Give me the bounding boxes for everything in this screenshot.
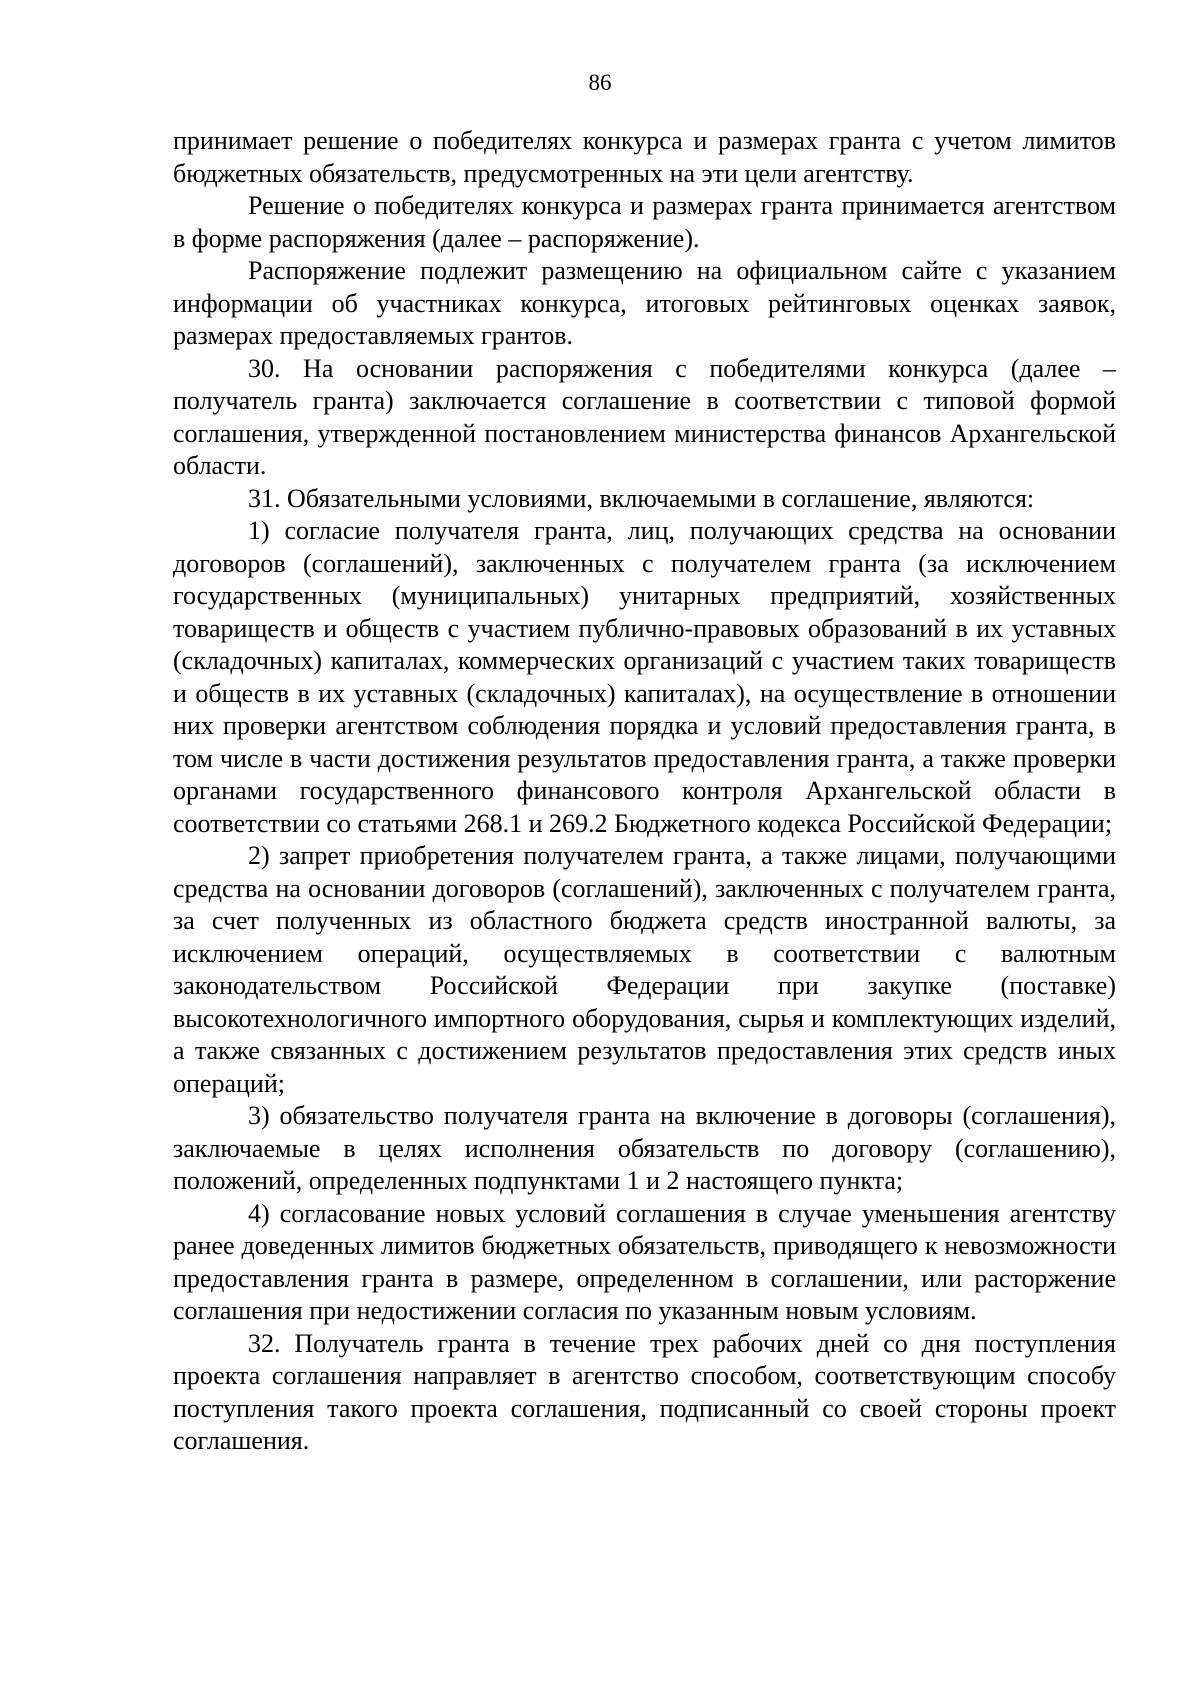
paragraph-publication: Распоряжение подлежит размещению на официальном сайте с указанием информации об участниках конкурса, итоговых рейтинговых оценках заявок, размерах предоставляемых грантов.: [173, 256, 1116, 350]
paragraph-item-31: 31. Обязательными условиями, включаемыми в соглашение, являются:: [248, 483, 1035, 513]
paragraph-item-32: 32. Получатель гранта в течение трех рабочих дней со дня поступления проекта соглашения направляет в агентство способом, соответствующим способу поступления такого проекта соглашения, подписанный со своей стороны проект соглашения.: [173, 1328, 1116, 1455]
paragraph-decision-form: Решение о победителях конкурса и размерах гранта принимается агентством в форме распоряжения (далее – распоряжение).: [173, 191, 1116, 253]
paragraph-subitem-4: 4) согласование новых условий соглашения в случае уменьшения агентству ранее доведенных лимитов бюджетных обязательств, приводящего к невозможности предоставления гранта в размере, определенном в соглашении, или расторжение соглашения при недостижении согласия по указанным новым условиям.: [173, 1198, 1116, 1325]
paragraph-subitem-3: 3) обязательство получателя гранта на включение в договоры (соглашения), заключаемые в целях исполнения обязательств по договору (соглашению), положений, определенных подпунктами 1 и 2 настоящего пункта;: [173, 1101, 1116, 1195]
document-body: [173, 125, 1116, 1458]
paragraph-continuation: принимает решение о победителях конкурса и размерах гранта с учетом лимитов бюджетных обязательств, предусмотренных на эти цели агентству.: [173, 126, 1116, 188]
paragraph-subitem-1: 1) согласие получателя гранта, лиц, получающих средства на основании договоров (соглашений), заключенных с получателем гранта (за исключением государственных (муниципальных) унитарных предприятий, хозяйственных товариществ и обществ с участием публично-правовых образований в их уставных (складочных) капиталах, коммерческих организаций с участием таких товариществ и обществ в их уставных (складочных) капиталах), на осуществление в отношении них проверки агентством соблюдения порядка и условий предоставления гранта, в том числе в части достижения результатов предоставления гранта, а также проверки органами государственного финансового контроля Архангельской области в соответствии со статьями 268.1 и 269.2 Бюджетного кодекса Российской Федерации;: [173, 516, 1116, 838]
page-number: 86: [588, 70, 612, 95]
paragraph-subitem-2: 2) запрет приобретения получателем гранта, а также лицами, получающими средства на основании договоров (соглашений), заключенных с получателем гранта, за счет полученных из областного бюджета средств иностранной валюты, за исключением операций, осуществляемых в соответствии с валютным законодательством Российской Федерации при закупке (поставке) высокотехнологичного импортного оборудования, сырья и комплектующих изделий, а также связанных с достижением результатов предоставления этих средств иных операций;: [173, 841, 1116, 1098]
paragraph-item-30: 30. На основании распоряжения с победителями конкурса (далее – получатель гранта) заключается соглашение в соответствии с типовой формой соглашения, утвержденной постановлением министерства финансов Архангельской области.: [173, 353, 1116, 480]
